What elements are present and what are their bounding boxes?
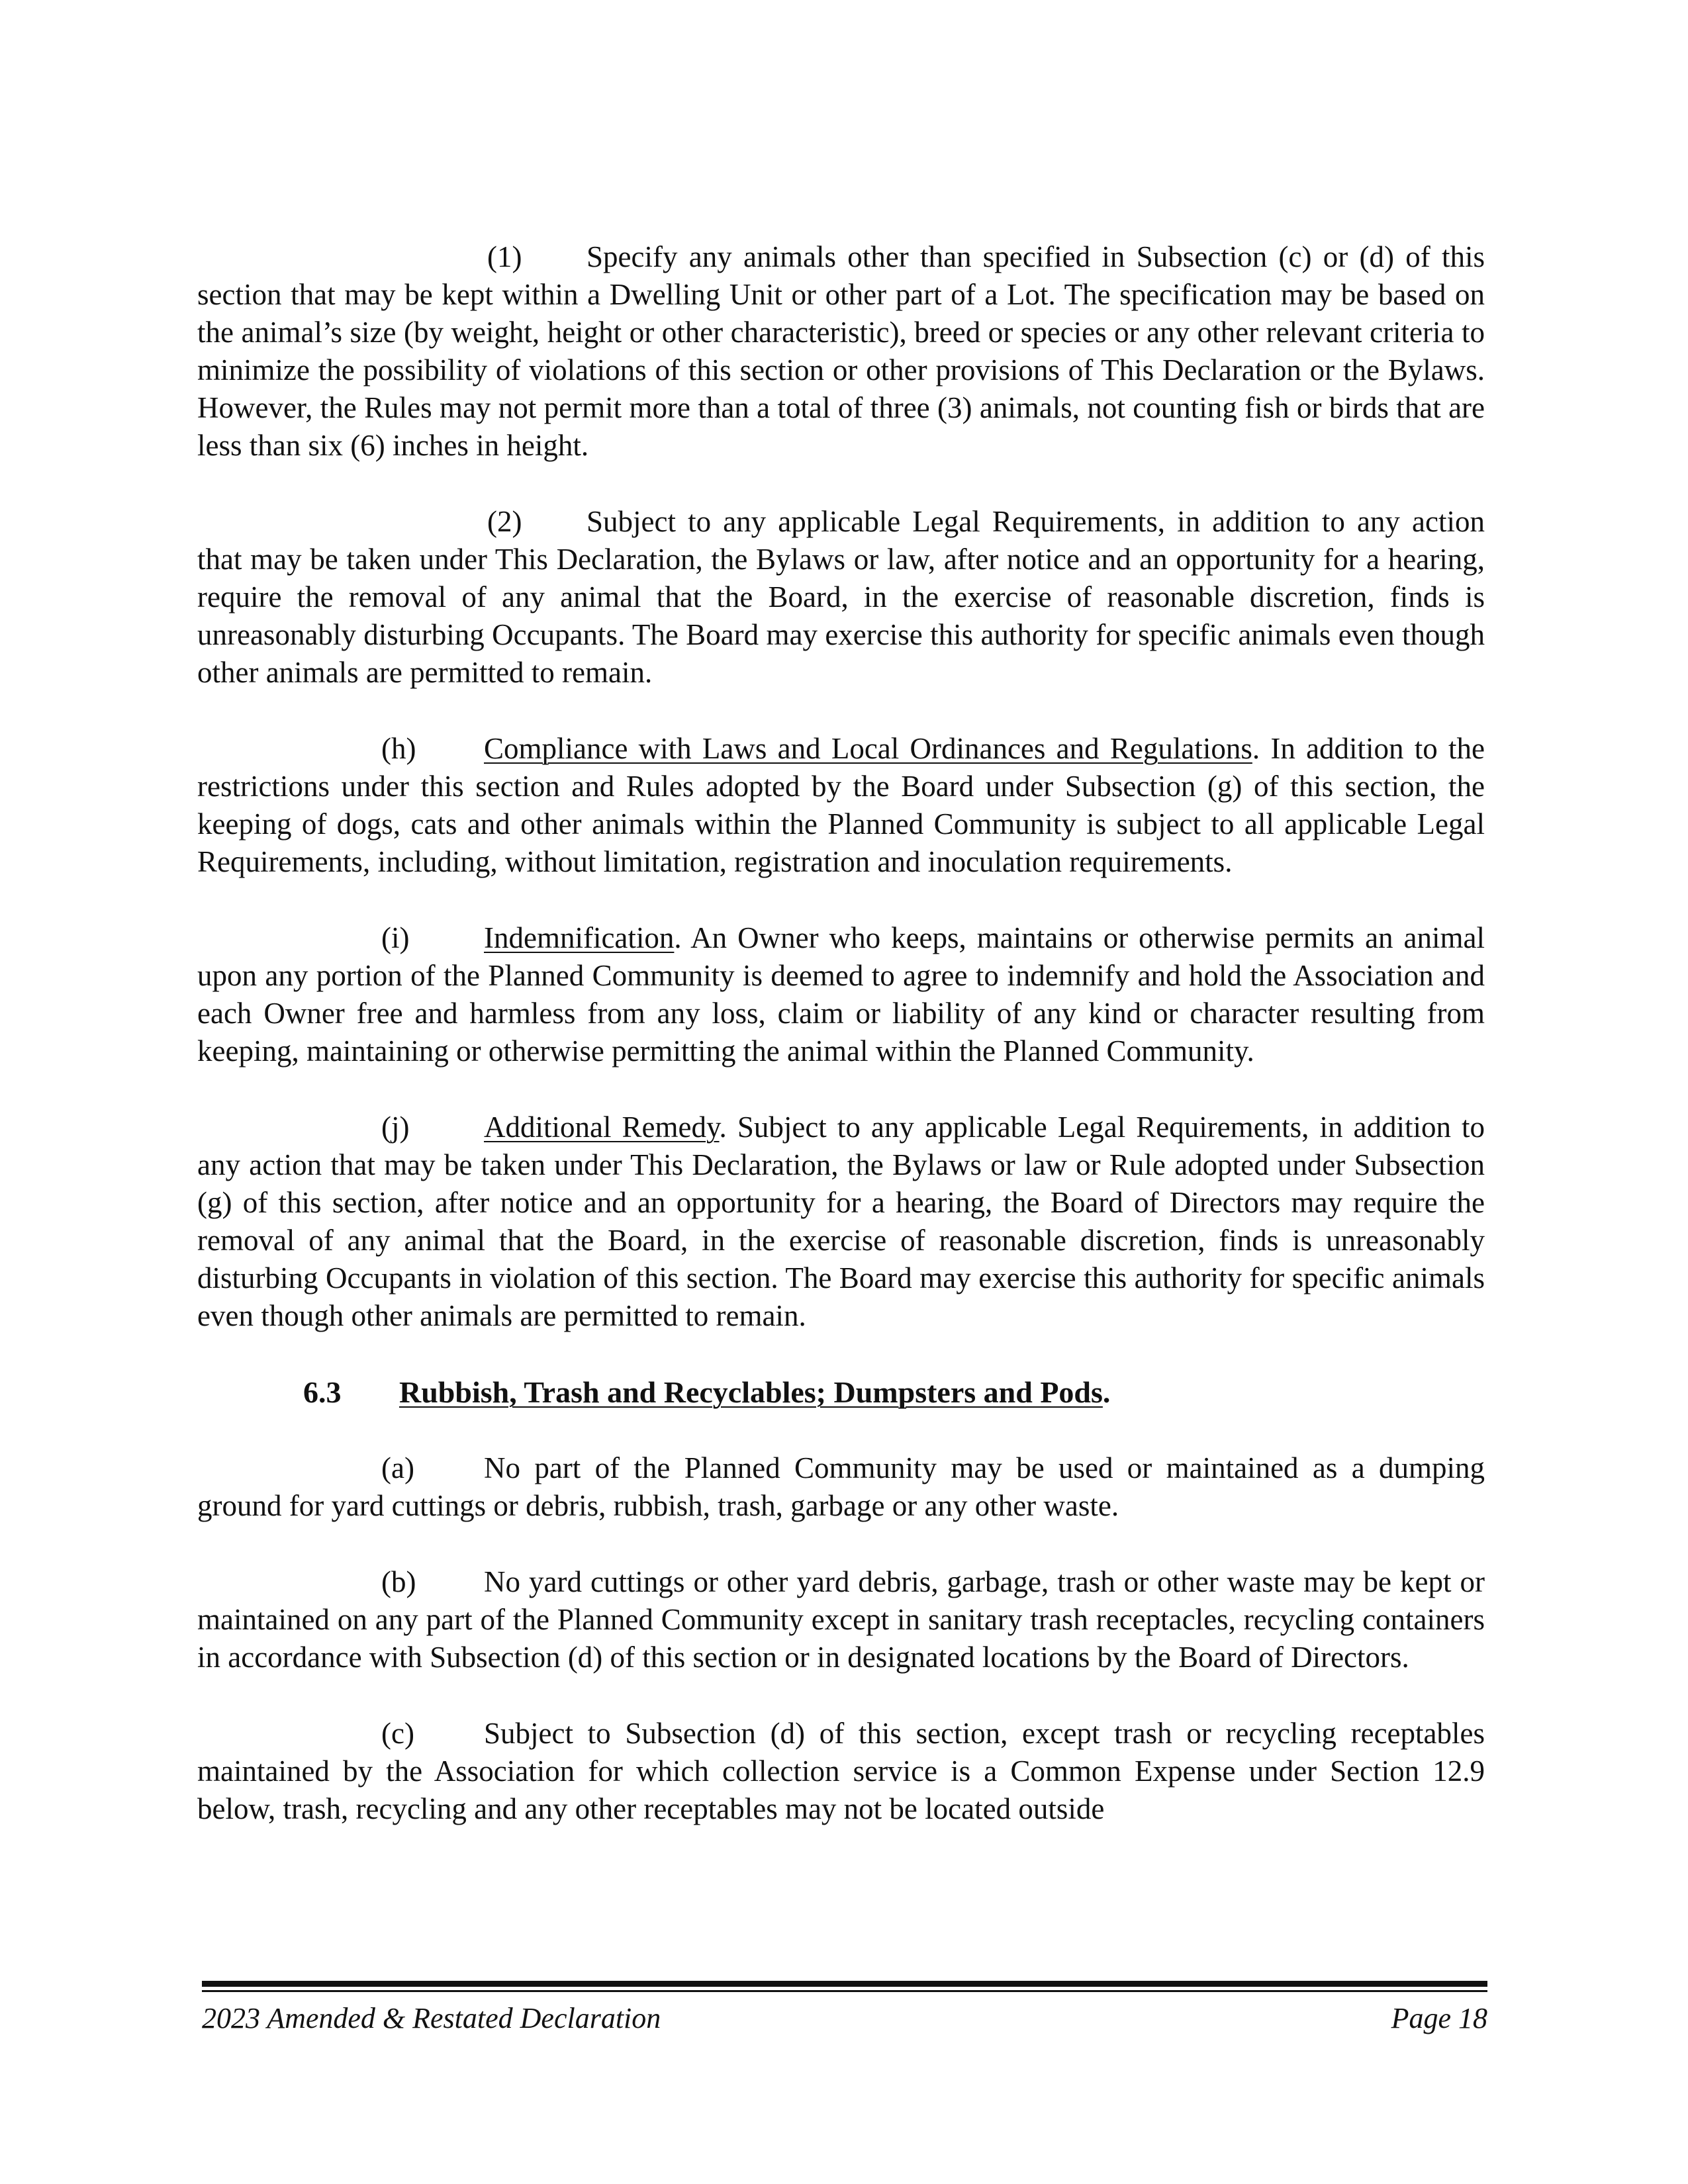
footer-rule-thin [202,1990,1487,1992]
paragraph-number: (i) [381,921,410,954]
section-heading-6-3 [197,1373,1485,1411]
paragraph-text: Subject to Subsection (d) of this section, except trash or recycling receptables maintained by the Association for which collection service is a Common Expense under Section 12.9 below, trash, recycling and any other receptables may not be located outside [197,1717,1485,1825]
paragraph-1 [197,238,1485,465]
footer-rule-thick [202,1981,1487,1987]
paragraph-text: Subject to any applicable Legal Requirements, in addition to any action that may be taken under This Declaration, the Bylaws or law, after notice and an opportunity for a hearing, require the removal of any animal that the Board, in the exercise of reasonable discretion, finds is unreasonably disturbing Occupants. The Board may exercise this authority for specific animals even though other animals are permitted to remain. [197,505,1485,689]
paragraph-text: No part of the Planned Community may be used or maintained as a dumping ground for yard cuttings or debris, rubbish, trash, garbage or any other waste. [197,1451,1485,1522]
paragraph-h [197,730,1485,881]
paragraph-number: (2) [487,505,522,538]
paragraph-heading: Compliance with Laws and Local Ordinances and Regulations [484,732,1252,765]
paragraph-2 [197,503,1485,692]
paragraph-number: (h) [381,732,416,765]
paragraph-j [197,1109,1485,1335]
paragraph-b [197,1563,1485,1676]
paragraph-text: . Subject to any applicable Legal Requirements, in addition to any action that may be taken under This Declaration, the Bylaws or law or Rule adopted under Subsection (g) of this section, after notice and an opportunity for a hearing, the Board of Directors may require the removal of any animal that the Board, in the exercise of reasonable discretion, finds is unreasonably disturbing Occupants in violation of this section. The Board may exercise this authority for specific animals even though other animals are permitted to remain. [197,1111,1485,1332]
paragraph-number: (a) [381,1451,414,1484]
footer-page-number: Page 18 [1391,2002,1487,2034]
paragraph-c [197,1715,1485,1828]
paragraph-number: (1) [487,240,522,273]
section-number: 6.3 [303,1375,342,1409]
section-title: Rubbish, Trash and Recyclables; Dumpsters and Pods [399,1375,1103,1409]
paragraph-heading: Additional Remedy [484,1111,720,1144]
footer-document-title: 2023 Amended & Restated Declaration [202,2002,661,2034]
paragraph-text: . An Owner who keeps, maintains or otherwise permits an animal upon any portion of the Planned Community is deemed to agree to indemnify and hold the Association and each Owner free and harmless from any loss, claim or liability of any kind or character resulting from keeping, maintaining or otherwise permitting the animal within the Planned Community. [197,921,1485,1068]
paragraph-number: (j) [381,1111,410,1144]
page-body [197,238,1485,1866]
section-title-suffix: . [1102,1375,1111,1409]
paragraph-number: (b) [381,1565,416,1598]
paragraph-a [197,1449,1485,1525]
paragraph-i [197,919,1485,1070]
paragraph-text: . In addition to the restrictions under this section and Rules adopted by the Board under Subsection (g) of this section, the keeping of dogs, cats and other animals within the Planned Community is subject to all applicable Legal Requirements, including, without limitation, registration and inoculation requirements. [197,732,1485,878]
paragraph-heading: Indemnification [484,921,675,954]
paragraph-number: (c) [381,1717,414,1750]
paragraph-text: Specify any animals other than specified in Subsection (c) or (d) of this section that may be kept within a Dwelling Unit or other part of a Lot. The specification may be based on the animal’s size (by weight, height or other characteristic), breed or species or any other relevant criteria to minimize the possibility of violations of this section or other provisions of This Declaration or the Bylaws. However, the Rules may not permit more than a total of three (3) animals, not counting fish or birds that are less than six (6) inches in height. [197,240,1485,462]
paragraph-text: No yard cuttings or other yard debris, garbage, trash or other waste may be kept or maintained on any part of the Planned Community except in sanitary trash receptacles, recycling containers in accordance with Subsection (d) of this section or in designated locations by the Board of Directors. [197,1565,1485,1674]
